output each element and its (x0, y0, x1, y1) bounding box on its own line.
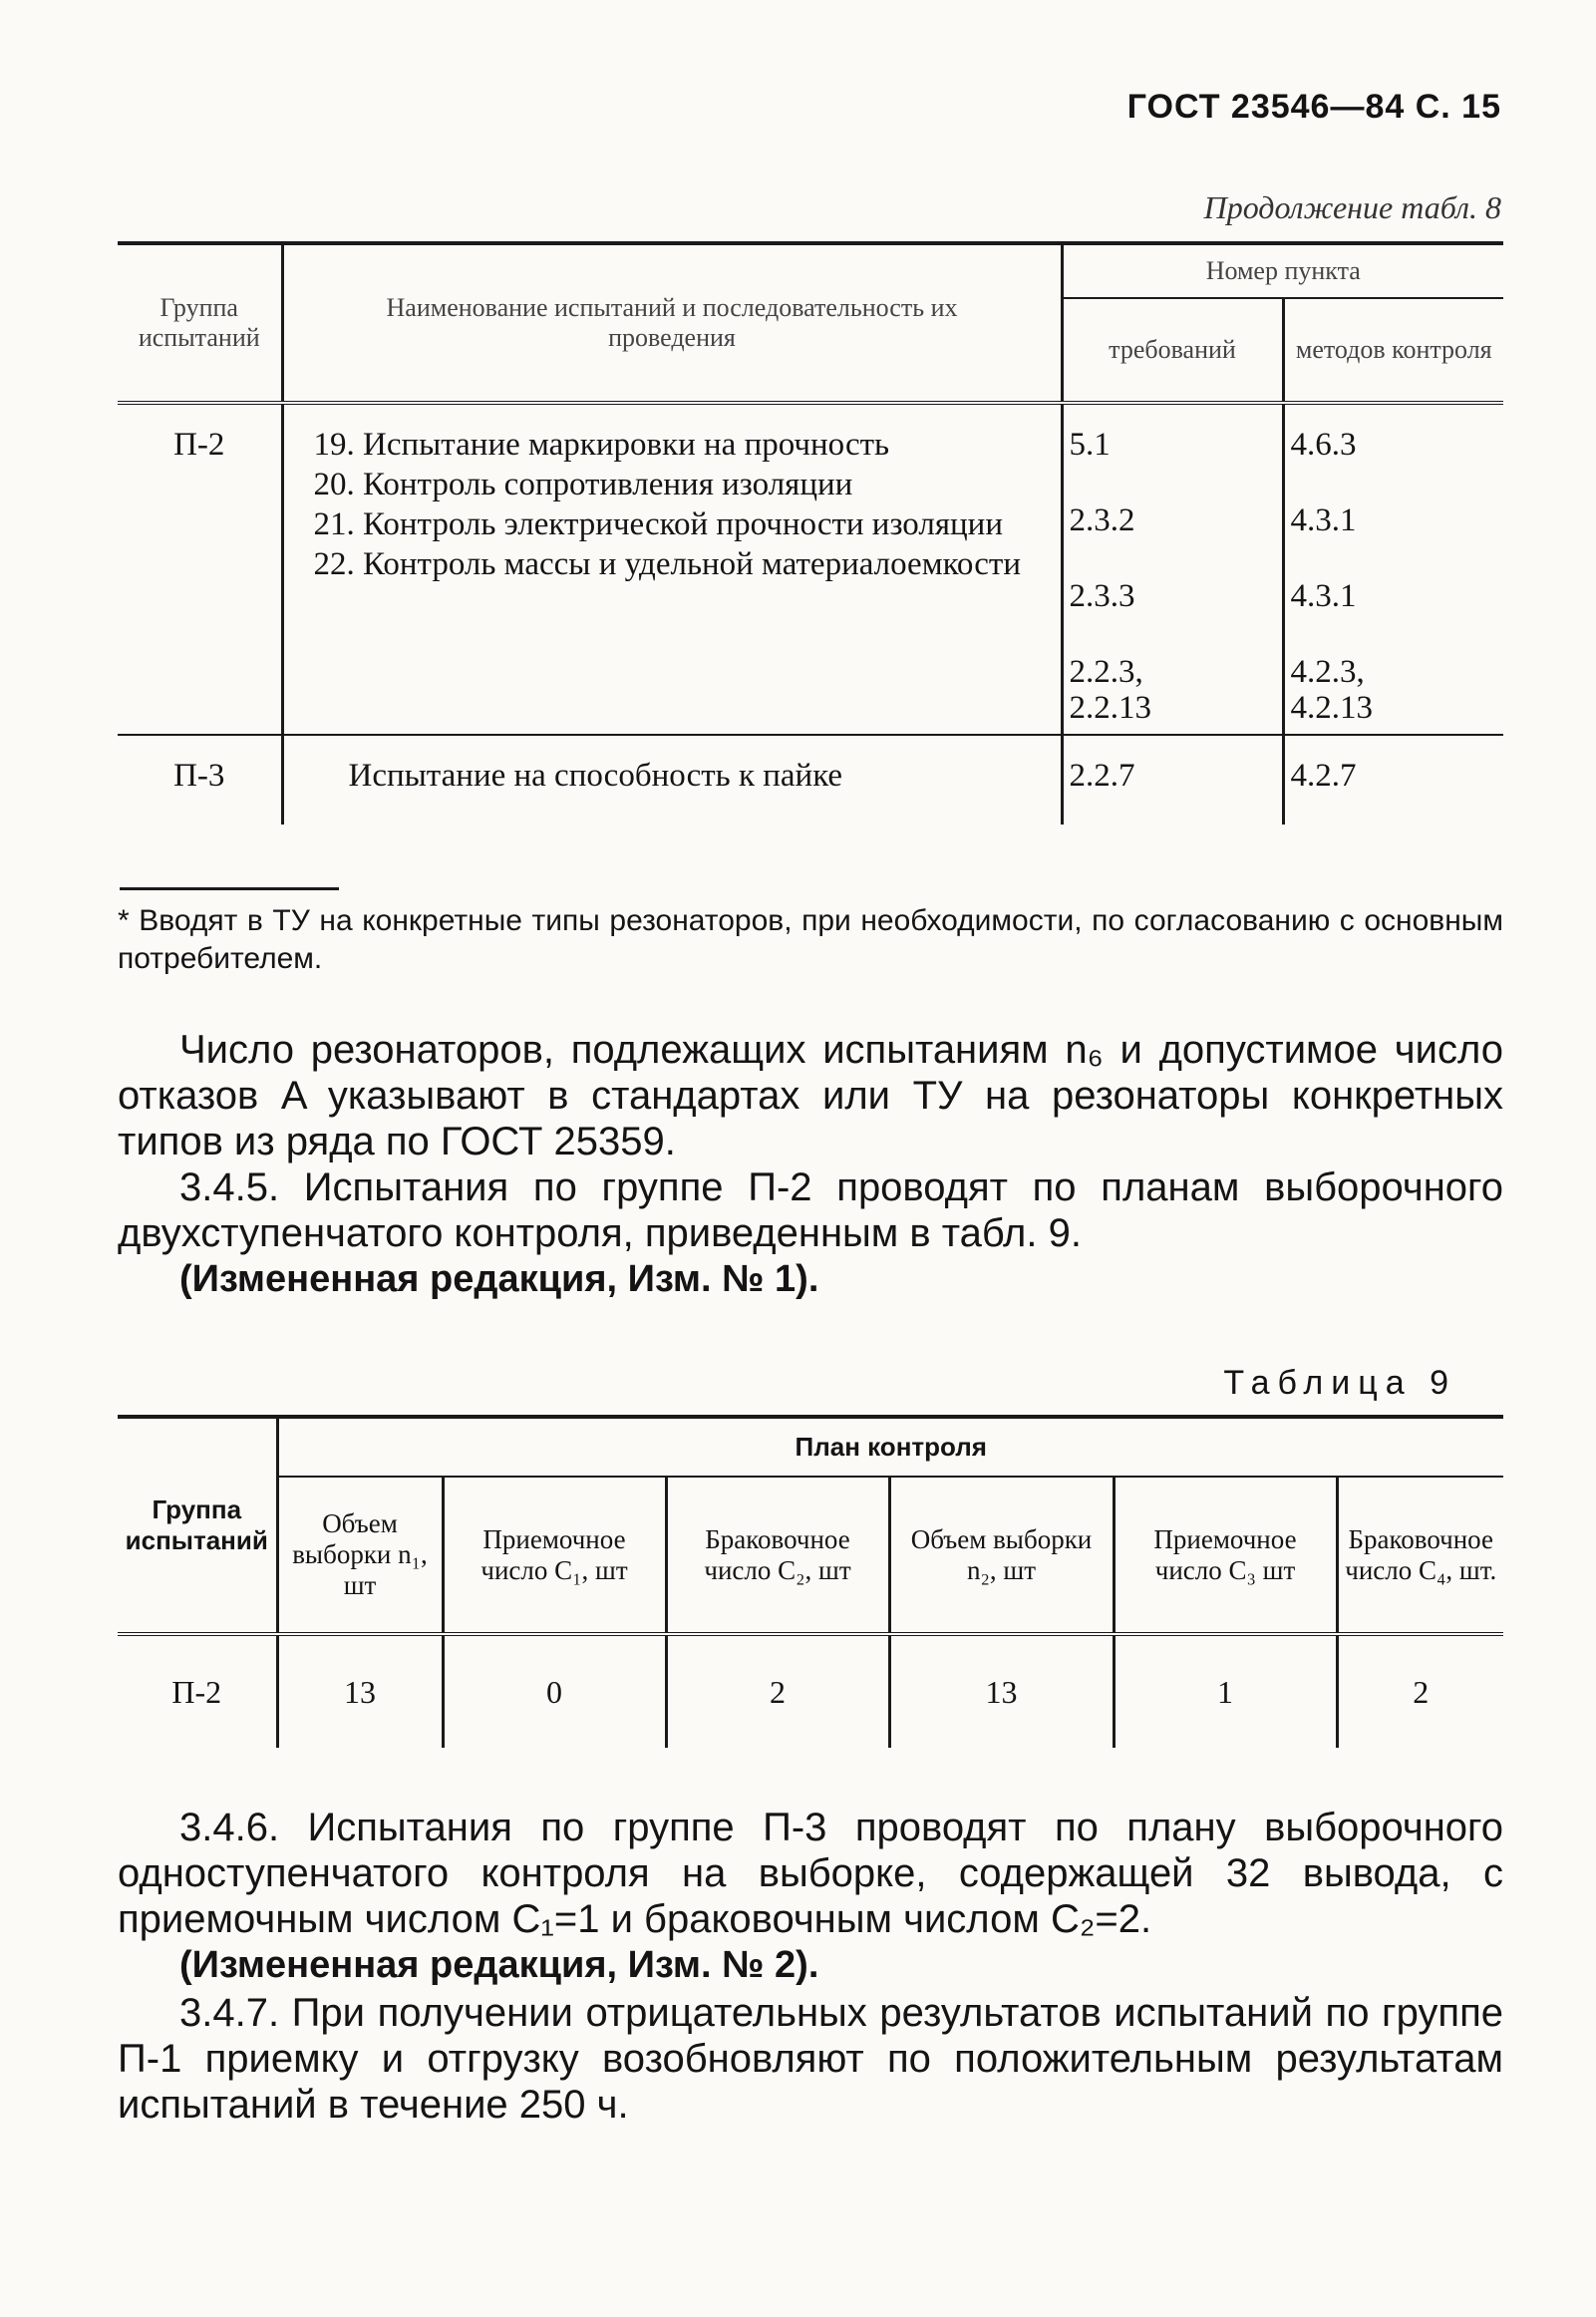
footnote-separator (120, 887, 339, 890)
method-point: 4.6.3 (1290, 427, 1357, 463)
value-cell: 13 (277, 1634, 443, 1748)
edit-note-1: (Измененная редакция, Изм. № 1). (179, 1258, 819, 1300)
edit-note-2: (Измененная редакция, Изм. № 2). (179, 1944, 819, 1986)
requirement-point: 2.3.2 (1069, 502, 1135, 538)
header-group: Группа испытаний (118, 1417, 277, 1634)
value-cell: 13 (889, 1634, 1114, 1748)
paragraph-sample-size: Число резонаторов, подлежащих испытаниям n₆ и допустимое число отказов A указывают в стандартах или ТУ на резонаторы конкретных типов из ряда по ГОСТ 25359. (118, 1028, 1503, 1163)
value-cell: 0 (443, 1634, 666, 1748)
method-point: 4.3.1 (1290, 578, 1357, 614)
value-cell: 1 (1114, 1634, 1337, 1748)
footnote: * Вводят в ТУ на конкретные типы резонаторов, при необходимости, по согласованию с основным потребителем. (118, 904, 1503, 975)
requirement-point: 2.3.3 (1069, 578, 1135, 614)
header-sample-n2: Объем выборки n₂, шт (889, 1477, 1114, 1634)
header-point-number: Номер пункта (1062, 243, 1503, 298)
header-accept-c1: Приемочное число C₁, шт (443, 1477, 666, 1634)
test-name: 22. Контроль массы и удельной материалоемкости (313, 546, 1021, 582)
table-8 (118, 241, 1503, 825)
header-group: Группа испытаний (118, 243, 282, 403)
header-control-plan: План контроля (277, 1417, 1503, 1477)
header-methods: методов контроля (1283, 298, 1503, 403)
value-cell: 2 (1337, 1634, 1503, 1748)
value-cell: 2 (666, 1634, 889, 1748)
test-name: 19. Испытание маркировки на прочность (313, 427, 890, 463)
group-cell: П-2 (118, 403, 282, 735)
group-cell: П-3 (173, 758, 225, 794)
method-point: 4.2.7 (1283, 735, 1503, 825)
method-point: 4.2.3, 4.2.13 (1290, 654, 1373, 726)
header-reject-c4: Браковочное число C₄, шт. (1337, 1477, 1503, 1634)
table-9-caption: Таблица 9 (1223, 1364, 1456, 1402)
method-point: 4.3.1 (1290, 502, 1357, 538)
header-requirements: требований (1062, 298, 1283, 403)
table-row (118, 735, 1503, 825)
paragraph-3-4-7: 3.4.7. При получении отрицательных результатов испытаний по группе П-1 приемку и отгрузку возобновляют по положительным результатам испытаний в течение 250 ч. (118, 1991, 1503, 2127)
requirement-point: 2.2.3, 2.2.13 (1069, 654, 1151, 726)
requirement-point: 2.2.7 (1062, 735, 1283, 825)
test-name: Испытание на способность к пайке (282, 735, 1062, 825)
header-sample-n1: Объем выборки n₁, шт (277, 1477, 443, 1634)
group-cell: П-2 (171, 1673, 222, 1710)
header-accept-c3: Приемочное число C₃ шт (1114, 1477, 1337, 1634)
paragraph-3-4-5: 3.4.5. Испытания по группе П-2 проводят по планам выборочного двухступенчатого контроля, приведенным в табл. 9. (118, 1165, 1503, 1255)
table-row (118, 1634, 1503, 1748)
paragraph-3-4-6: 3.4.6. Испытания по группе П-3 проводят по плану выборочного одноступенчатого контроля на выборке, содержащей 32 вывода, с приемочным числом C₁=1 и браковочным числом C₂=2. (118, 1806, 1503, 1941)
requirement-point: 5.1 (1069, 427, 1111, 463)
table-continuation-note: Продолжение табл. 8 (1203, 189, 1501, 225)
test-name: 20. Контроль сопротивления изоляции (313, 467, 853, 502)
table-9 (118, 1415, 1503, 1748)
table-row (118, 403, 1503, 735)
doc-reference: ГОСТ 23546—84 С. 15 (1126, 88, 1501, 126)
header-reject-c2: Браковочное число C₂, шт (666, 1477, 889, 1634)
test-name: 21. Контроль электрической прочности изоляции (313, 506, 1003, 542)
header-test-name: Наименование испытаний и последовательность их проведения (282, 243, 1062, 403)
